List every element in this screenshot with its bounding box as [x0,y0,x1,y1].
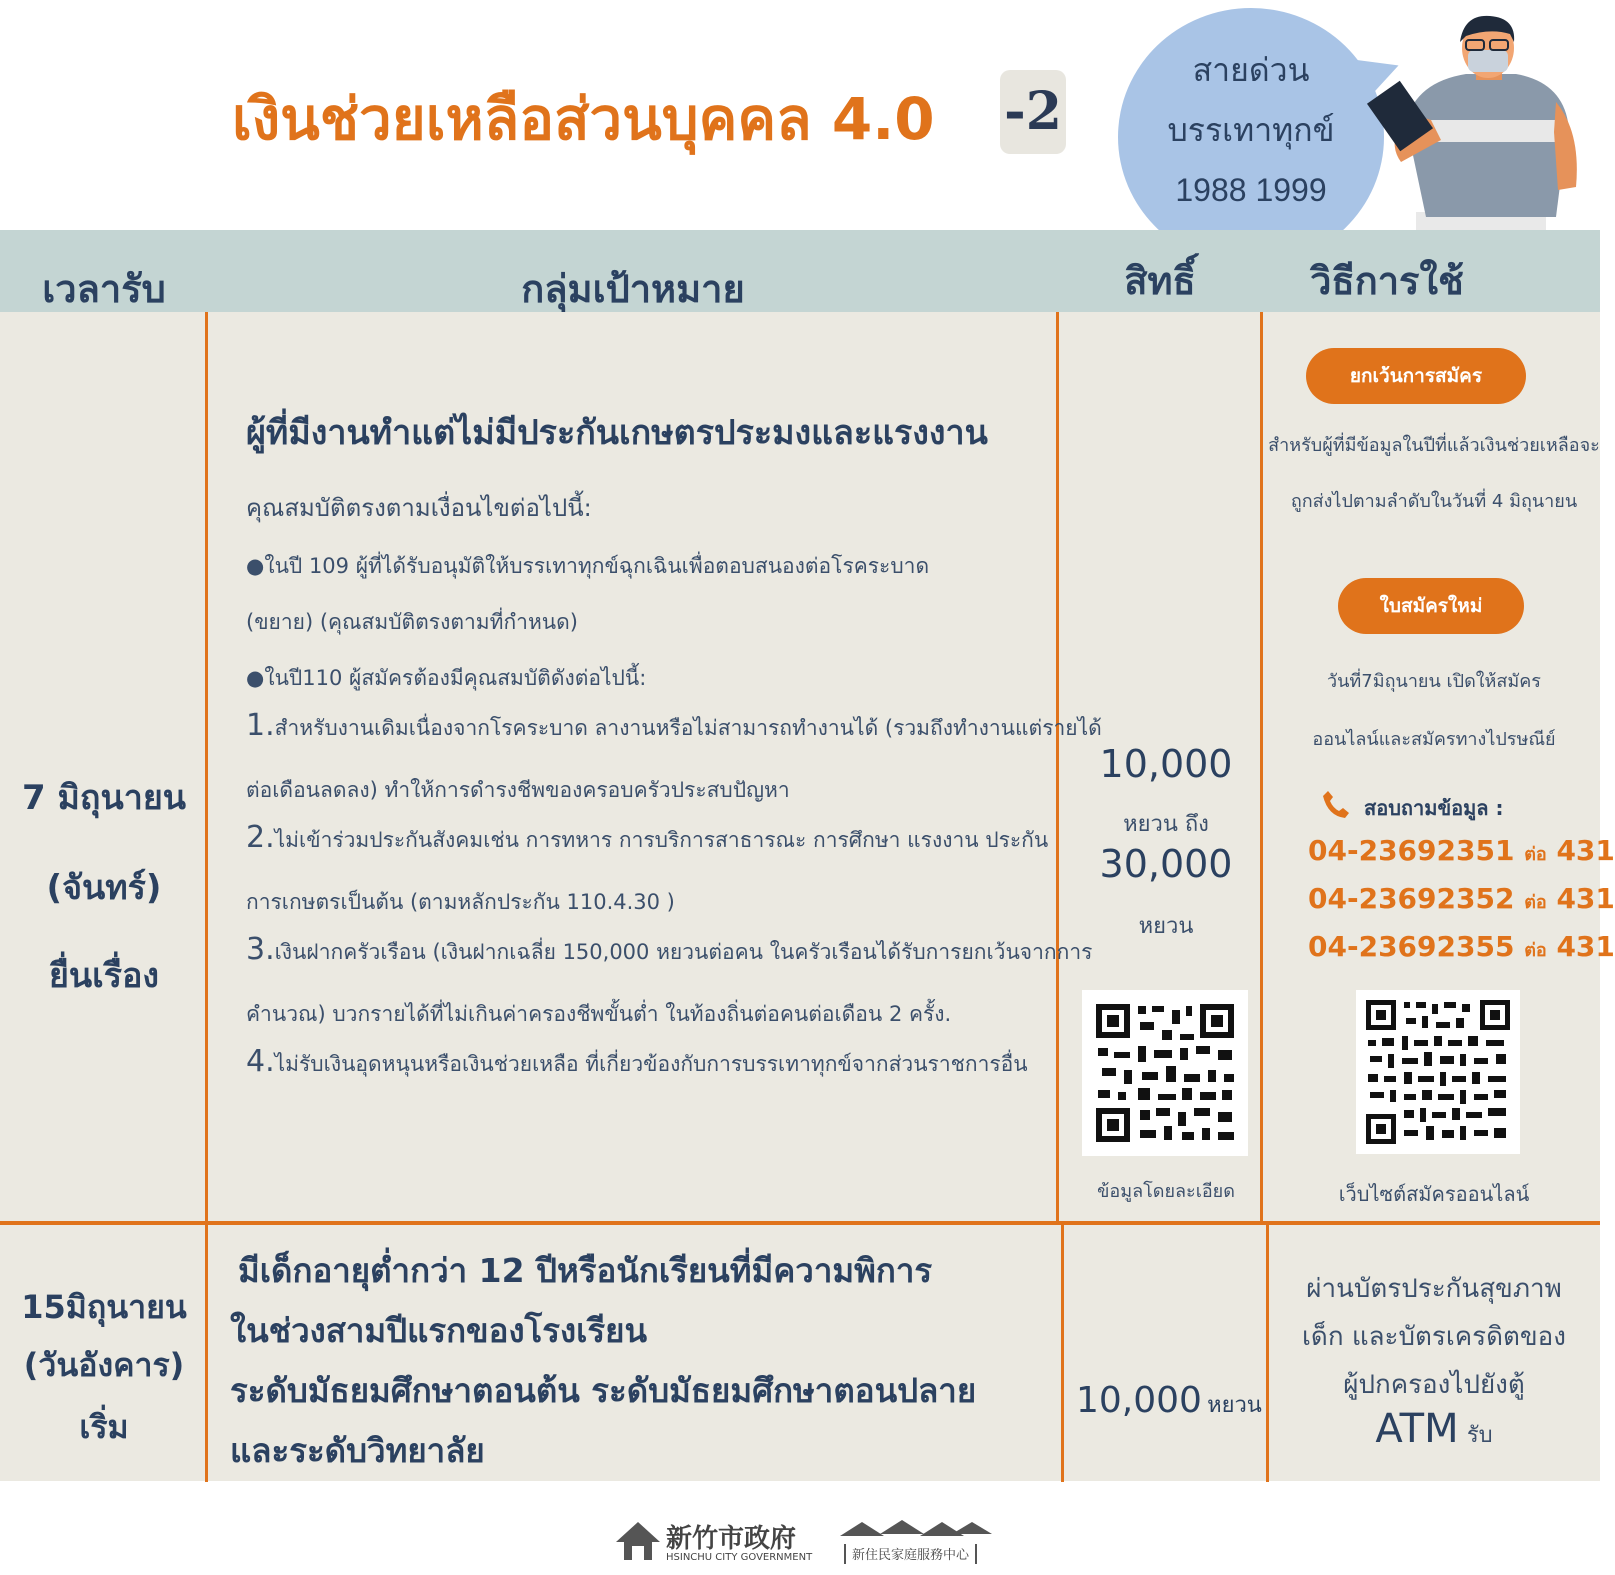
row1-line: คุณสมบัติตรงตามเงื่อนไขต่อไปนี้: [246,494,592,522]
phone-number[interactable] [1308,834,1615,868]
column-divider-2 [1056,312,1059,1222]
pill-exempt-application: ยกเว้นการสมัคร [1306,348,1526,404]
phone-number[interactable] [1308,930,1615,964]
qr-code-details[interactable] [1082,990,1248,1156]
row1-date: 7 มิถุนายน [22,778,186,818]
row1-line: คำนวณ) บวกรายได้ที่ไม่เกินค่าครองชีพขั้นต่ำ ในท้องถิ่นต่อคนต่อเดือน 2 ครั้ง. [246,1002,952,1026]
phone-icon [1320,788,1354,822]
row1-line: ●ในปี110 ผู้สมัครต้องมีคุณสมบัติดังต่อไปนี้: [246,666,647,690]
row2-method-atm [1268,1406,1600,1452]
row2-date: 15มิถุนายน [21,1288,187,1326]
inquiry-label: สอบถามข้อมูล : [1364,796,1504,820]
item-number: 4. [246,1044,275,1079]
rights-unit: หยวน [1138,914,1194,939]
item-number: 1. [246,708,275,743]
ext-number: 431 [1556,882,1615,915]
exempt-text: ถูกส่งไปตามลำดับในวันที่ 4 มิถุนายน [1290,491,1578,512]
item-text: สำหรับงานเดิมเนื่องจากโรคระบาด ลางานหรือไม่สามารถทำงานได้ (รวมถึงทำงานแต่รายได้ [274,716,1102,740]
qr-code-icon [1082,990,1248,1156]
row2-rights [1076,1380,1262,1422]
exempt-text: สำหรับผู้ที่มีข้อมูลในปีที่แล้วเงินช่วยเหลือจะ [1268,435,1600,456]
hotline-line2: บรรเทาทุกข์ [1167,111,1335,149]
center-logo-roofs-icon [840,1516,992,1540]
page-title: เงินช่วยเหลือส่วนบุคคล 4.0 [232,85,935,153]
row1-heading: ผู้ที่มีงานทำแต่ไม่มีประกันเกษตรประมงและแรงงาน [246,413,988,453]
row-divider [0,1221,1600,1225]
row2-unit: หยวน [1207,1393,1262,1418]
person-illustration [1386,12,1586,234]
item-text: ไม่รับเงินอุดหนุนหรือเงินช่วยเหลือ ที่เกี่ยวข้องกับการบรรเทาทุกข์จากส่วนราชการอื่น [274,1052,1028,1076]
column-divider-2b [1061,1225,1064,1482]
row1-item-1 [246,708,1102,745]
row2-action: เริ่ม [79,1408,129,1446]
row1-line: ●ในปี 109 ผู้ที่ได้รับอนุมัติให้บรรเทาทุกข์ฉุกเฉินเพื่อตอบสนองต่อโรคระบาด [246,554,930,578]
row2-method-line: ผ่านบัตรประกันสุขภาพ [1306,1274,1562,1304]
phone-digits: 04-23692352 [1308,882,1515,915]
ext-number: 431 [1556,834,1615,867]
new-application-text: ออนไลน์และสมัครทางไปรษณีย์ [1312,729,1556,750]
item-text: ไม่เข้าร่วมประกันสังคมเช่น การทหาร การบริการสาธารณะ การศึกษา แรงงาน ประกัน [274,828,1049,852]
rights-between: หยวน ถึง [1123,812,1209,837]
city-government-logo-icon [614,1518,662,1562]
qr-caption-details: ข้อมูลโดยละเอียด [1097,1181,1235,1202]
row1-item-2 [246,820,1048,857]
phone-digits: 04-23692351 [1308,834,1515,867]
header-rights: สิทธิ์ [1124,259,1196,303]
ext-label: ต่อ [1524,940,1547,961]
city-government-name: 新竹市政府 [666,1524,797,1554]
item-number: 2. [246,820,275,855]
atm-text: ATM [1375,1406,1459,1452]
footer [0,1510,1600,1575]
ext-number: 431 [1556,930,1615,963]
atm-suffix: รับ [1466,1423,1493,1448]
hotline-text [1118,40,1384,220]
hotline-line1: สายด่วน [1192,51,1310,89]
item-text: เงินฝากครัวเรือน (เงินฝากเฉลี่ย 150,000 หยวนต่อคน ในครัวเรือนได้รับการยกเว้นจากการ [274,940,1093,964]
row2-line: มีเด็กอายุต่ำกว่า 12 ปีหรือนักเรียนที่มีความพิการ [238,1251,933,1290]
phone-number[interactable] [1308,882,1615,916]
qr-code-icon [1356,990,1520,1154]
row1-day: (จันทร์) [46,868,162,908]
row2-method-line: เด็ก และบัตรเครดิตของ [1302,1322,1566,1352]
row2-line: ในช่วงสามปีแรกของโรงเรียน [230,1311,648,1350]
ext-label: ต่อ [1524,892,1547,913]
new-application-text: วันที่7มิถุนายน เปิดให้สมัคร [1327,671,1541,692]
row2-line: ระดับมัธยมศึกษาตอนต้น ระดับมัธยมศึกษาตอนปลาย [230,1371,977,1410]
city-government-name-en: HSINCHU CITY GOVERNMENT [666,1552,813,1563]
row1-action: ยื่นเรื่อง [48,956,160,996]
hotline-numbers: 1988 1999 [1175,172,1327,208]
pill-new-application: ใบสมัครใหม่ [1338,578,1524,634]
item-number: 3. [246,932,275,967]
row1-line: (ขยาย) (คุณสมบัติตรงตามที่กำหนด) [246,610,578,634]
ext-label: ต่อ [1524,844,1547,865]
row1-line: ต่อเดือนลดลง) ทำให้การดำรงชีพของครอบครัวประสบปัญหา [246,778,790,802]
title-badge: -2 [1000,70,1066,154]
qr-caption-online: เว็บไซต์สมัครออนไลน์ [1338,1182,1530,1206]
row2-amount: 10,000 [1076,1380,1202,1421]
rights-amount-min: 10,000 [1099,742,1233,786]
row2-line: และระดับวิทยาลัย [230,1431,485,1470]
row1-item-4 [246,1044,1028,1081]
rights-amount-max: 30,000 [1099,842,1233,886]
row1-line: การเกษตรเป็นต้น (ตามหลักประกัน 110.4.30 ) [246,890,675,914]
qr-code-online[interactable] [1356,990,1520,1154]
row2-method-line: ผู้ปกครองไปยังตู้ [1343,1370,1525,1400]
phone-digits: 04-23692355 [1308,930,1515,963]
header-time: เวลารับ [42,267,166,311]
row1-item-3 [246,932,1092,969]
row2-day: (วันอังคาร) [23,1346,185,1384]
header-method: วิธีการใช้ [1310,259,1464,303]
header-target: กลุ่มเป้าหมาย [521,267,745,311]
center-name: 新住民家庭服務中心 [844,1544,977,1564]
